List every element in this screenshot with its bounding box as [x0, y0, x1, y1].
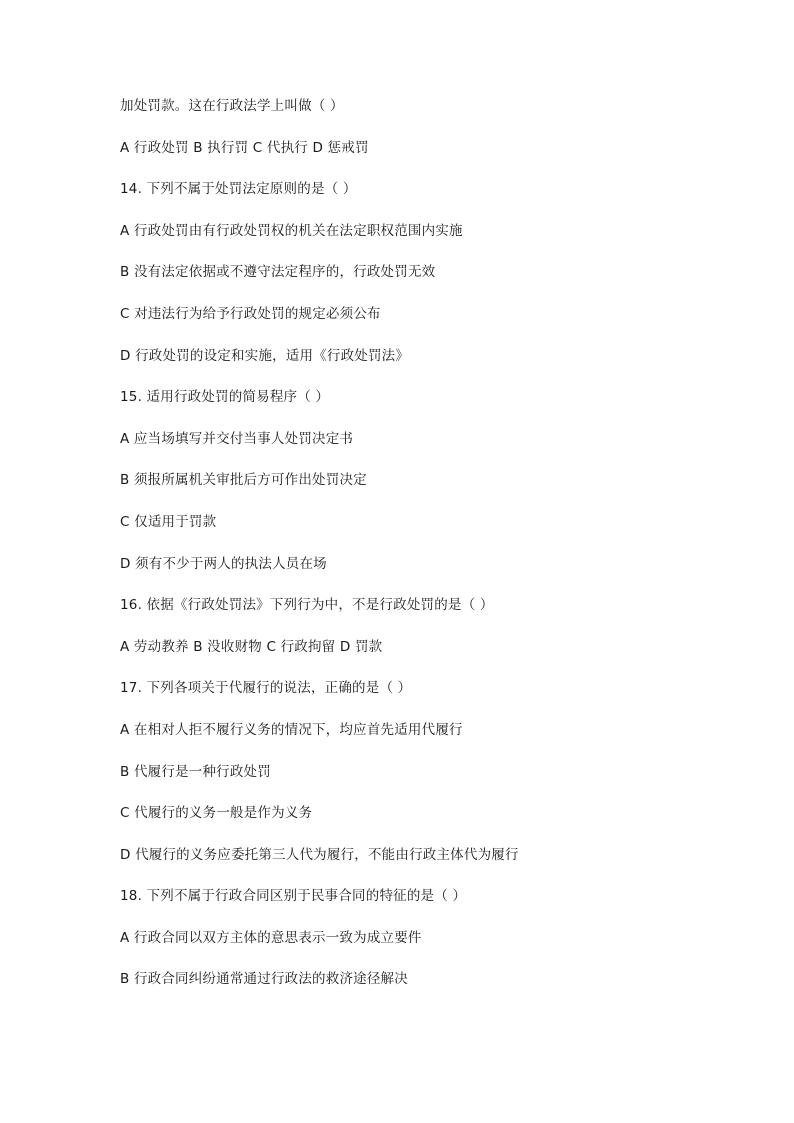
question-14-option-b: B 没有法定依据或不遵守法定程序的，行政处罚无效	[120, 264, 436, 281]
question-15-option-c: C 仅适用于罚款	[120, 513, 217, 530]
question-17-option-b: B 代履行是一种行政处罚	[120, 763, 271, 780]
question-17-option-a: A 在相对人拒不履行义务的情况下，均应首先适用代履行	[120, 721, 463, 738]
question-13-options: A 行政处罚 B 执行罚 C 代执行 D 惩戒罚	[120, 139, 369, 156]
question-15-stem: 15. 适用行政处罚的简易程序（ ）	[120, 389, 330, 406]
question-17-stem: 17. 下列各项关于代履行的说法，正确的是（ ）	[120, 680, 412, 697]
question-text-continuation: 加处罚款。这在行政法学上叫做（ ）	[120, 98, 344, 114]
question-15-option-a: A 应当场填写并交付当事人处罚决定书	[120, 430, 354, 447]
question-14-stem: 14. 下列不属于处罚法定原则的是（ ）	[120, 181, 357, 198]
question-18-option-a: A 行政合同以双方主体的意思表示一致为成立要件	[120, 929, 422, 946]
text-body	[120, 96, 740, 1011]
question-16-stem: 16. 依据《行政处罚法》下列行为中，不是行政处罚的是（ ）	[120, 597, 494, 614]
question-16-options: A 劳动教养 B 没收财物 C 行政拘留 D 罚款	[120, 638, 383, 655]
question-17-option-c: C 代履行的义务一般是作为义务	[120, 805, 313, 822]
question-18-stem: 18. 下列不属于行政合同区别于民事合同的特征的是（ ）	[120, 888, 467, 905]
question-14-option-d: D 行政处罚的设定和实施，适用《行政处罚法》	[120, 347, 410, 364]
question-18-option-b: B 行政合同纠纷通常通过行政法的救济途径解决	[120, 971, 408, 988]
question-17-option-d: D 代履行的义务应委托第三人代为履行，不能由行政主体代为履行	[120, 846, 519, 863]
question-15-option-b: B 须报所属机关审批后方可作出处罚决定	[120, 472, 367, 489]
question-14-option-a: A 行政处罚由有行政处罚权的机关在法定职权范围内实施	[120, 222, 463, 239]
question-15-option-d: D 须有不少于两人的执法人员在场	[120, 555, 327, 572]
question-14-option-c: C 对违法行为给予行政处罚的规定必须公布	[120, 305, 381, 322]
